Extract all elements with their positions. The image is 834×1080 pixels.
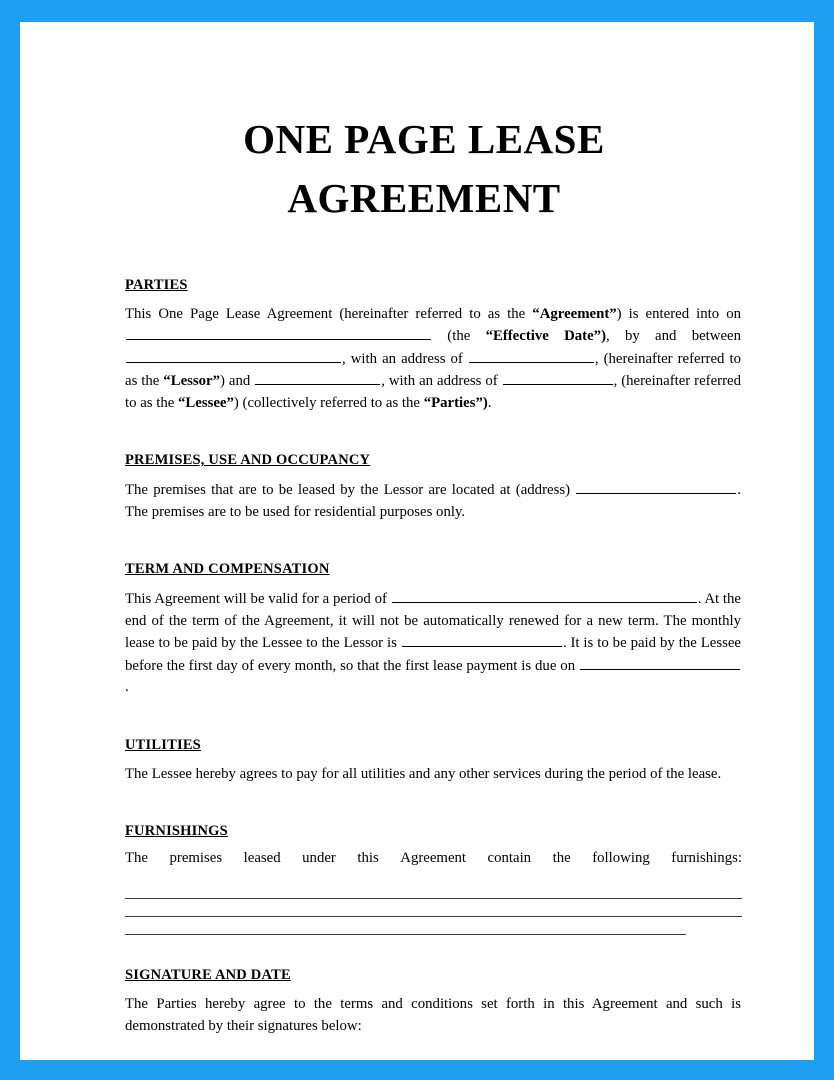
text-run: , (hereinafter referred to as the	[125, 350, 741, 390]
section-signature-date	[106, 967, 742, 1037]
text-run: ) (collectively referred to as the	[233, 394, 424, 411]
blank-field-lease-period[interactable]	[392, 588, 697, 603]
text-run: , (hereinafter referred to as the	[125, 373, 741, 411]
section-parties	[106, 277, 742, 414]
section-body-furnishings: The premises leased under this Agreement contain the following furnishings:	[125, 850, 742, 867]
section-heading-premises: PREMISES, USE AND OCCUPANCY	[125, 452, 371, 469]
text-run: ) is entered into on	[616, 305, 741, 322]
text-run: . It is to be paid by the Lessee before the first day of every month, so that the first lease payment is due on	[125, 635, 741, 674]
text-run: .	[487, 394, 492, 411]
text-run: This One Page Lease Agreement (hereinafter referred to as the	[125, 305, 533, 322]
term-agreement: “Agreement”	[532, 305, 617, 322]
blank-field-lessee-name[interactable]	[255, 370, 380, 385]
section-heading-term-compensation: TERM AND COMPENSATION	[125, 561, 330, 578]
section-heading-utilities: UTILITIES	[125, 736, 201, 753]
section-body-term-compensation	[125, 588, 742, 698]
section-heading-parties: PARTIES	[125, 276, 188, 293]
text-run: , by and between	[606, 328, 741, 345]
section-heading-furnishings: FURNISHINGS	[125, 823, 228, 840]
term-lessor: “Lessor”	[163, 373, 221, 390]
section-premises	[106, 452, 742, 523]
blank-field-effective-date[interactable]	[126, 325, 431, 340]
text-run: , with an address of	[342, 350, 468, 367]
section-body-signature-date: The Parties hereby agree to the terms and conditions set forth in this Agreement and such is demonstrated by their signatures below:	[125, 996, 741, 1034]
text-run: (the	[447, 328, 486, 345]
text-run: . The premises are to be used for residential purposes only.	[125, 482, 741, 520]
furnishings-line-3[interactable]	[125, 917, 686, 935]
blank-field-monthly-lease-amount[interactable]	[402, 632, 562, 647]
document-page	[20, 22, 814, 1060]
furnishings-line-1[interactable]	[125, 881, 742, 899]
section-body-utilities: The Lessee hereby agrees to pay for all utilities and any other services during the period of the lease.	[125, 765, 722, 782]
blank-field-lessor-name[interactable]	[126, 348, 341, 363]
furnishings-blank-lines	[125, 881, 742, 935]
blank-field-first-payment-date[interactable]	[580, 655, 740, 670]
blank-field-lessor-address[interactable]	[469, 348, 594, 363]
section-body-premises	[125, 479, 742, 523]
term-parties: “Parties”)	[423, 394, 488, 411]
text-run: . At the end of the term of the Agreement, it will not be automatically renewed for a new term. The monthly lease to be paid by the Lessee to the Lessor is	[125, 591, 742, 652]
text-run: , with an address of	[381, 373, 502, 390]
page-title: ONE PAGE LEASE AGREEMENT	[243, 116, 605, 222]
blank-field-lessee-address[interactable]	[503, 370, 613, 385]
section-utilities	[106, 737, 742, 785]
text-run: ) and	[220, 373, 255, 390]
text-run: This Agreement will be valid for a period of	[125, 591, 391, 608]
blank-field-premises-address[interactable]	[576, 479, 736, 494]
term-effective-date: “Effective Date”)	[485, 328, 607, 345]
term-lessee: “Lessee”	[178, 394, 234, 411]
furnishings-line-2[interactable]	[125, 899, 742, 917]
text-run: .	[125, 679, 129, 696]
section-heading-signature-date: SIGNATURE AND DATE	[125, 967, 291, 984]
section-term-compensation	[106, 561, 742, 698]
section-furnishings	[106, 823, 742, 935]
text-run: The premises that are to be leased by the Lessor are located at (address)	[125, 482, 576, 499]
section-body-parties	[125, 304, 742, 414]
